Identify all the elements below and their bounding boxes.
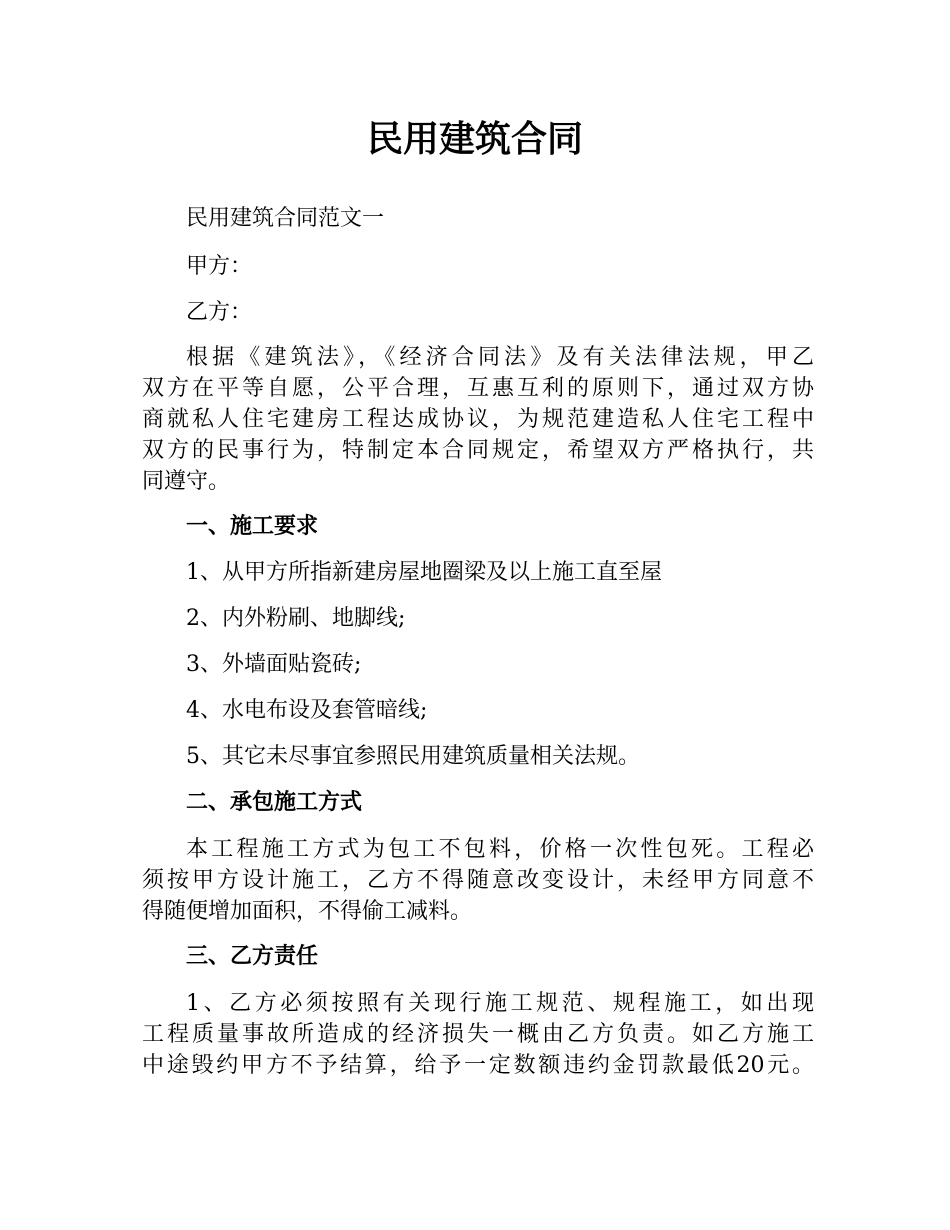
- section-heading: 二、承包施工方式: [186, 790, 363, 815]
- paragraph-line: 须按甲方设计施工，乙方不得随意改变设计，未经甲方同意不: [142, 868, 814, 893]
- list-item: 2、内外粉刷、地脚线;: [186, 606, 406, 631]
- paragraph-line: 1、乙方必须按照有关现行施工规范、规程施工，如出现: [186, 991, 814, 1016]
- intro-line: 双方的民事行为，特制定本合同规定，希望双方严格执行，共: [142, 438, 814, 463]
- intro-line: 同遵守。: [142, 469, 231, 494]
- list-item: 1、从甲方所指新建房屋地圈梁及以上施工直至屋: [186, 560, 662, 585]
- document-title: 民用建筑合同: [366, 119, 583, 160]
- party-a-label: 甲方：: [186, 254, 253, 279]
- subtitle: 民用建筑合同范文一: [186, 206, 385, 231]
- party-b-label: 乙方：: [186, 300, 253, 325]
- list-item: 4、水电布设及套管暗线;: [186, 698, 428, 723]
- section-heading: 一、施工要求: [186, 514, 319, 539]
- intro-line: 双方在平等自愿，公平合理，互惠互利的原则下，通过双方协: [142, 376, 814, 401]
- paragraph-line: 工程质量事故所造成的经济损失一概由乙方负责。如乙方施工: [142, 1022, 814, 1047]
- paragraph-line: 本工程施工方式为包工不包料，价格一次性包死。工程必: [186, 837, 814, 862]
- intro-line: 根据《建筑法》，《经济合同法》及有关法律法规，甲乙: [186, 345, 814, 370]
- paragraph-line: 中途毁约甲方不予结算，给予一定数额违约金罚款最低20元。: [142, 1053, 814, 1078]
- list-item: 3、外墙面贴瓷砖;: [186, 652, 362, 677]
- paragraph-line: 得随便增加面积，不得偷工减料。: [142, 899, 473, 924]
- list-item: 5、其它未尽事宜参照民用建筑质量相关法规。: [186, 744, 640, 769]
- intro-line: 商就私人住宅建房工程达成协议，为规范建造私人住宅工程中: [142, 407, 814, 432]
- section-heading: 三、乙方责任: [186, 944, 319, 969]
